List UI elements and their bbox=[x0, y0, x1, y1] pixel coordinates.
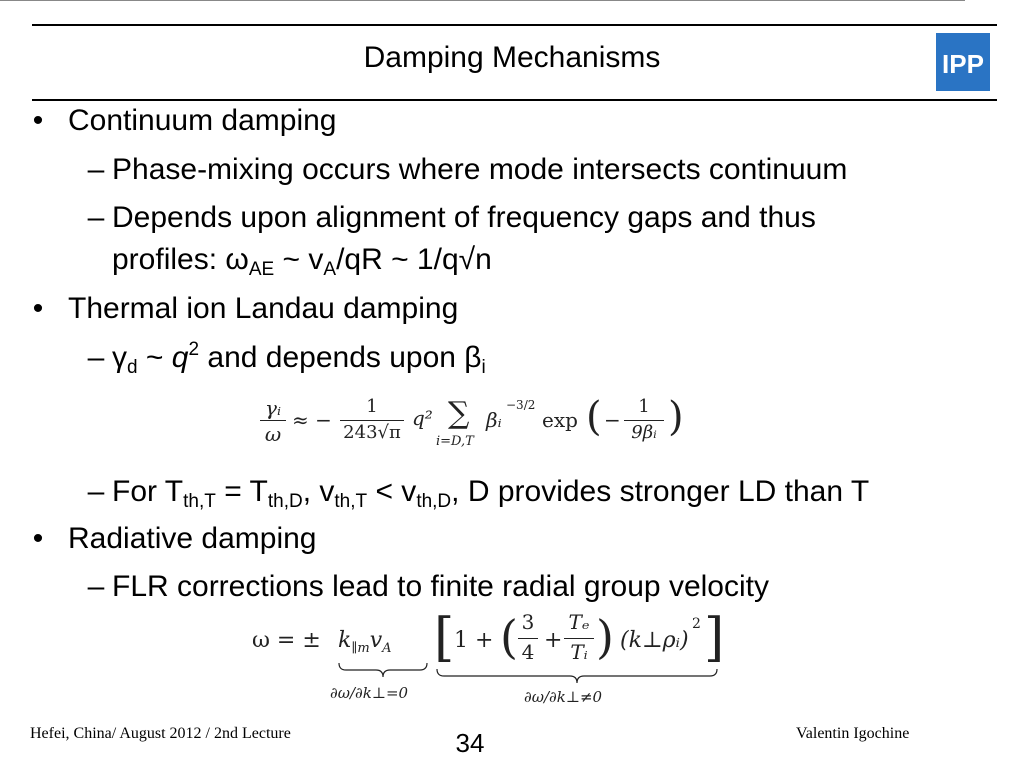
dash-marker: – bbox=[87, 341, 105, 374]
subbullet-text: FLR corrections lead to finite radial group velocity bbox=[112, 570, 769, 603]
eq2-lhs: ω = ± bbox=[252, 628, 321, 653]
eq1-beta: βᵢ bbox=[486, 408, 502, 432]
eq2-brace1-label: ∂ω/∂k⊥=0 bbox=[330, 684, 409, 702]
eq1-paren-right: ) bbox=[668, 394, 684, 440]
eq1-q-squared: q² bbox=[412, 406, 433, 430]
slide-title: Damping Mechanisms bbox=[363, 41, 661, 74]
eq1-lhs-den: ω bbox=[264, 422, 282, 446]
eq1-beta-exponent: −3/2 bbox=[506, 398, 536, 412]
eq2-underbrace-2 bbox=[436, 668, 718, 684]
eq1-sum-sign: ∑ bbox=[448, 396, 470, 431]
bullet-text: Continuum damping bbox=[68, 104, 337, 137]
eq1-minus: − bbox=[604, 408, 621, 432]
eq1-coef-num: 1 bbox=[366, 396, 378, 417]
eq2-frac2-num: Tₑ bbox=[568, 610, 590, 634]
top-rule bbox=[32, 24, 997, 26]
bullet-text: Thermal ion Landau damping bbox=[68, 292, 459, 325]
eq2-bracket-close: ] bbox=[704, 608, 725, 668]
subbullet-text: Phase-mixing occurs where mode intersects continuum bbox=[112, 153, 848, 186]
eq2-paren-open: ( bbox=[500, 610, 518, 664]
landau-damping-equation bbox=[256, 392, 696, 452]
bullet-marker: • bbox=[32, 292, 44, 325]
logo-text: IPP bbox=[942, 49, 984, 79]
eq2-k-rho: (k⊥ρᵢ) bbox=[620, 628, 689, 653]
eq1-sum-subscript: i=D,T bbox=[436, 434, 474, 449]
eq2-frac1-num: 3 bbox=[521, 610, 535, 634]
slide-number: 34 bbox=[455, 728, 485, 758]
thermal-velocity-text: For $T_{th,T} = T_{th,D}$, $v_{th,T} < v_{th,D}$, D provides stronger LD than T bbox=[112, 475, 870, 512]
gamma-formula: $\gamma_d$ ~ $q^2$ and depends upon $\beta_i$ bbox=[112, 339, 486, 378]
footer-event: Hefei, China/ August 2012 / 2nd Lecture bbox=[30, 725, 291, 742]
eq2-plus: + bbox=[544, 628, 563, 653]
eq1-paren-left: ( bbox=[586, 394, 602, 440]
eq1-inner-den: 9βᵢ bbox=[631, 422, 657, 443]
eq2-one-plus: 1 + bbox=[454, 628, 494, 653]
eq2-bracket-open: [ bbox=[434, 608, 455, 668]
eq2-frac1-den: 4 bbox=[521, 640, 535, 664]
eq2-frac2-den: Tᵢ bbox=[570, 640, 588, 664]
eq1-approx: ≈ − bbox=[292, 408, 332, 432]
bullet-marker: • bbox=[32, 522, 44, 555]
eq2-term1: $k_{\parallel m}v_A$ bbox=[338, 628, 392, 656]
footer-rule bbox=[0, 0, 965, 1]
eq2-underbrace-1 bbox=[338, 662, 428, 678]
dash-marker: – bbox=[87, 201, 105, 234]
eq1-lhs-num: γᵢ bbox=[265, 396, 281, 420]
eq1-exp: exp bbox=[542, 408, 578, 432]
bullet-marker: • bbox=[32, 104, 44, 137]
profiles-formula: profiles: $\omega_{AE}$ ~ $v_A/qR$ ~ 1/q√n bbox=[112, 243, 492, 280]
dash-marker: – bbox=[87, 475, 105, 508]
eq2-brace2-label: ∂ω/∂k⊥≠0 bbox=[524, 688, 603, 706]
bullet-text: Radiative damping bbox=[68, 522, 317, 555]
dash-marker: – bbox=[87, 153, 105, 186]
footer-author: Valentin Igochine bbox=[796, 725, 910, 742]
eq2-paren-close: ) bbox=[596, 610, 614, 664]
eq1-coef-den: 243√π bbox=[343, 422, 401, 443]
eq2-square: 2 bbox=[692, 616, 701, 632]
subbullet-text: Depends upon alignment of frequency gaps and thus bbox=[112, 201, 816, 234]
ipp-logo bbox=[936, 33, 990, 91]
title-underline bbox=[32, 99, 997, 101]
radiative-damping-equation bbox=[246, 604, 726, 712]
dash-marker: – bbox=[87, 570, 105, 603]
eq1-inner-num: 1 bbox=[638, 396, 650, 417]
